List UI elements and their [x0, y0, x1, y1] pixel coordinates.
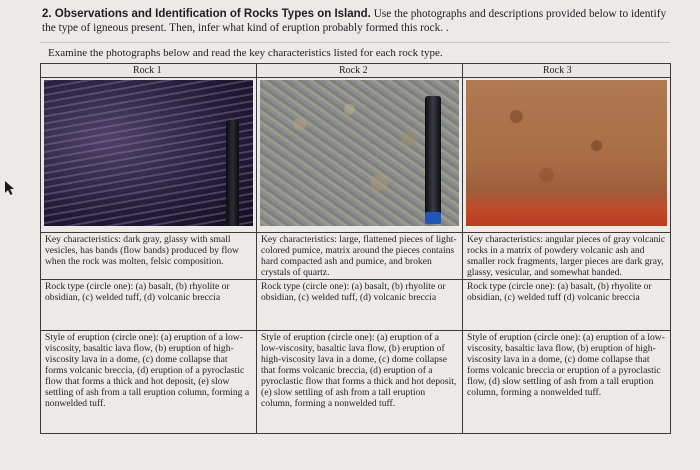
mouse-pointer-icon: [4, 180, 18, 196]
rock-1-type-question[interactable]: Rock type (circle one): (a) basalt, (b) rhyolite or obsidian, (c) welded tuff, (d) volcanic breccia: [41, 280, 257, 331]
rock-3-eruption-question[interactable]: Style of eruption (circle one): (a) eruption of a low-viscosity, basaltic lava flow, (b) eruption of high-viscosity lava in a dome, (c) dome collapse that forms volcanic breccia or eruption of a pyroclastic flow, (d) slow settling of ash from a tall eruption column, forming a nonwelded tuff.: [463, 331, 671, 434]
photo-row: [41, 78, 671, 233]
rock-3-label: Rock 3: [543, 65, 572, 76]
marker-scale-icon: [425, 96, 441, 218]
rock-2-type-question[interactable]: Rock type (circle one): (a) basalt, (b) rhyolite or obsidian, (c) welded tuff, (d) volcanic breccia: [257, 280, 463, 331]
eruption-style-row: [41, 331, 671, 434]
rock-2-characteristics: Key characteristics: large, flattened pieces of light-colored pumice, matrix around the pieces contains hard compacted ash and pumice, and broken crystals of quartz.: [257, 233, 463, 280]
rock-1-photo-cell: [41, 78, 257, 233]
rock-header: [257, 64, 463, 78]
rock-3-photo-cell: [463, 78, 671, 233]
rock-3-type-question[interactable]: Rock type (circle one): (a) basalt, (b) rhyolite or obsidian, (c) welded tuff (d) volcanic breccia: [463, 280, 671, 331]
rock-3-characteristics: Key characteristics: angular pieces of gray volcanic rocks in a matrix of powdery volcanic ash and smaller rock fragments, larger pieces are dark gray, glassy, vesicular, and somewhat banded.: [463, 233, 671, 280]
rock-header: [463, 64, 671, 78]
rock-header: [41, 64, 257, 78]
question-title: 2. Observations and Identification of Rocks Types on Island.: [42, 8, 371, 20]
rock-1-photo: [44, 80, 253, 226]
divider: [40, 42, 670, 43]
rock-1-label: Rock 1: [133, 65, 162, 76]
rock-2-label: Rock 2: [339, 65, 368, 76]
question-heading: [42, 8, 672, 35]
instructions: Examine the photographs below and read the key characteristics listed for each rock type.: [48, 47, 443, 59]
rock-3-photo: [466, 80, 667, 226]
rock-2-eruption-question[interactable]: Style of eruption (circle one): (a) eruption of a low-viscosity, basaltic lava flow, (b) eruption of high-viscosity lava in a dome, (c) dome collapse that forms volcanic breccia, (d) eruption of a pyroclastic flow that forms a thick and hot deposit, (e) slow settling of ash from a tall eruption column, forming a nonwelded tuff.: [257, 331, 463, 434]
pen-scale-icon: [226, 120, 239, 226]
rock-1-eruption-question[interactable]: Style of eruption (circle one): (a) eruption of a low-viscosity, basaltic lava flow, (b) eruption of high-viscosity lava in a dome, (c) dome collapse that forms volcanic breccia, (d) eruption of a pyroclastic flow that forms a thick and hot deposit, (e) slow settling of ash from a tall eruption column, forming a nonwelded tuff.: [41, 331, 257, 434]
rock-table: [40, 63, 671, 434]
table-header-row: [41, 64, 671, 78]
rock-type-row: [41, 280, 671, 331]
characteristics-row: [41, 233, 671, 280]
rock-2-photo: [260, 80, 459, 226]
rock-2-photo-cell: [257, 78, 463, 233]
question-text: Use the photographs and descriptions provided below to identify the type of igneous present. Then, infer what kind of eruption probably formed this rock. .: [42, 8, 667, 34]
rock-1-characteristics: Key characteristics: dark gray, glassy with small vesicles, has bands (flow bands) produced by flow when the rock was molten, felsic composition.: [41, 233, 257, 280]
